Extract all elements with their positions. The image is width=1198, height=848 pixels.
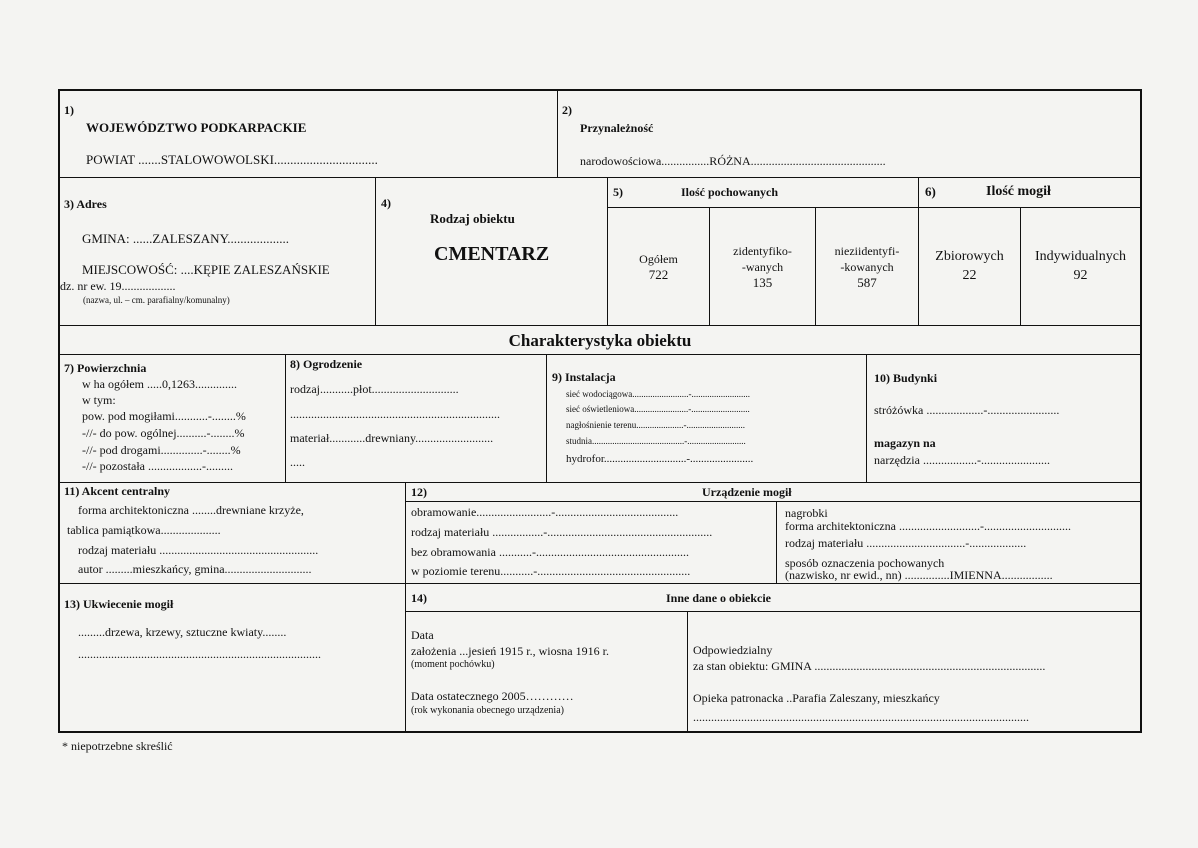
unidentified-label-2: -kowanych: [840, 260, 894, 274]
address-title: 3) Adres: [64, 197, 107, 211]
memorial-plaque: tablica pamiątkowa....................: [67, 523, 221, 537]
section-14-number: 14): [411, 591, 427, 605]
divider: [607, 177, 608, 325]
flowers-title: 13) Ukwiecenie mogił: [64, 597, 174, 611]
unidentified-label-1: nieziidentyfi-: [834, 244, 900, 258]
locality: MIEJSCOWOŚĆ: ....KĘPIE ZALESZAŃSKIE: [82, 262, 330, 277]
lighting: sieć oświetleniowa........................-..........................: [566, 404, 750, 414]
footnote: * niepotrzebne skreślić: [62, 739, 173, 753]
area-graves: pow. pod mogiłami...........-........%: [82, 409, 246, 423]
identified-label-2: -wanych: [741, 260, 784, 274]
object-type-label: Rodzaj obiektu: [430, 211, 515, 226]
tool-shed-label: magazyn na: [874, 436, 936, 450]
tombstones: nagrobki: [785, 506, 828, 520]
accent-material: rodzaj materiału .....................................................: [78, 543, 319, 557]
identified-value: 135: [752, 275, 773, 290]
address-hint: (nazwa, ul. – cm. parafialny/komunalny): [83, 295, 230, 305]
marking-method: sposób oznaczenia pochowanych: [785, 556, 945, 570]
divider: [557, 89, 558, 177]
divider: [607, 207, 1142, 208]
divider: [546, 354, 547, 482]
divider: [58, 583, 1142, 584]
architectural-form: forma architektoniczna ........drewniane krzyże,: [78, 503, 304, 517]
section-5-number: 5): [613, 185, 623, 199]
collective-graves-value: 22: [962, 268, 977, 283]
tool-shed: narzędzia ..................-.......................: [874, 453, 1050, 467]
fence-title: 8) Ogrodzenie: [290, 357, 363, 371]
border-material: rodzaj materiału .................-.......................................................: [411, 525, 713, 539]
marking-value: (nazwisko, nr ewid., nn) ...............IMIENNA.................: [785, 568, 1053, 582]
central-accent-title: 11) Akcent centralny: [64, 484, 170, 498]
county: POWIAT .......STALOWOWOLSKI................................: [86, 152, 378, 167]
collective-graves-label: Zbiorowych: [935, 249, 1004, 264]
section-6-number: 6): [925, 184, 936, 199]
well: studnia.........................................-..........................: [566, 436, 746, 446]
divider: [866, 354, 867, 482]
voivodeship: WOJEWÓDZTWO PODKARPACKIE: [86, 120, 307, 135]
other-data-title: Inne dane o obiekcie: [666, 591, 772, 605]
individual-graves-label: Indywidualnych: [1035, 249, 1126, 264]
fence-material: materiał............drewniany..........................: [290, 431, 494, 445]
object-type-value: CMENTARZ: [434, 243, 550, 265]
final-date: Data ostatecznego 2005…………: [411, 689, 574, 703]
ground-level: w poziomie terenu...........-...................................................: [411, 564, 691, 578]
parcel-number: dz. nr ew. 19..................: [60, 279, 176, 293]
buried-total-value: 722: [648, 267, 669, 282]
unidentified-value: 587: [857, 275, 877, 290]
fence-type: rodzaj...........płot.............................: [290, 382, 459, 396]
section-2-number: 2): [562, 103, 572, 117]
nationality: narodowościowa................RÓŻNA.............................................: [580, 154, 886, 168]
divider: [58, 354, 1142, 355]
divider: [58, 482, 1142, 483]
section-12-number: 12): [411, 485, 427, 499]
buildings-title: 10) Budynki: [874, 371, 938, 385]
responsible-label: Odpowiedzialny: [693, 643, 773, 657]
date-label: Data: [411, 628, 434, 642]
divider: [375, 177, 376, 325]
divider: [405, 482, 406, 733]
divider: [776, 501, 777, 583]
sound-system: nagłośnienie terenu.....................-..........................: [566, 420, 745, 430]
flowers-value: .........drzewa, krzewy, sztuczne kwiaty........: [78, 625, 287, 639]
founding-hint: (moment pochówku): [411, 659, 495, 670]
divider: [58, 325, 1142, 326]
buried-total-label: Ogółem: [639, 252, 678, 266]
individual-graves-value: 92: [1073, 268, 1088, 283]
graves-count-title: Ilość mogił: [986, 184, 1051, 199]
divider: [285, 354, 286, 482]
area-title: 7) Powierzchnia: [64, 361, 147, 375]
area-other: -//- pozostała ..................-.........: [82, 459, 233, 473]
founding-date: założenia ...jesień 1915 r., wiosna 1916 r.: [411, 644, 609, 658]
water-supply: sieć wodociągowa.........................-..........................: [566, 389, 750, 399]
divider: [405, 501, 1142, 502]
patronage-line: ................................................................................................................: [693, 710, 1029, 724]
characteristics-title: Charakterystyka obiektu: [508, 331, 692, 350]
flowers-line: .................................................................................: [78, 647, 321, 661]
divider: [405, 611, 1142, 612]
buried-count-title: Ilość pochowanych: [681, 185, 779, 199]
tombstone-form: forma architektoniczna ...........................-.............................: [785, 519, 1071, 533]
fence-extra: .....: [290, 455, 305, 469]
section-1-number: 1): [64, 103, 74, 117]
responsible-value: za stan obiektu: GMINA .............................................................................: [693, 659, 1046, 673]
divider: [687, 611, 688, 733]
identified-label-1: zidentyfiko-: [733, 244, 792, 258]
area-total: w ha ogółem .....0,1263..............: [82, 377, 237, 391]
fence-line: ......................................................................: [290, 407, 500, 421]
divider: [1020, 207, 1021, 325]
area-roads: -//- pod drogami..............-........%: [82, 443, 241, 457]
final-date-hint: (rok wykonania obecnego urządzenia): [411, 705, 564, 716]
no-border: bez obramowania ...........-...................................................: [411, 545, 689, 559]
installation-title: 9) Instalacja: [552, 370, 616, 384]
grave-arrangement-title: Urządzenie mogił: [702, 485, 792, 499]
area-graves-share: -//- do pow. ogólnej..........-........%: [82, 426, 245, 440]
accent-author: autor .........mieszkańcy, gmina.............................: [78, 562, 312, 576]
guardhouse: stróżówka ...................-........................: [874, 403, 1060, 417]
affiliation-label: Przynależność: [580, 121, 654, 135]
area-including: w tym:: [82, 393, 116, 407]
hydrophore: hydrofor..............................-.......................: [566, 453, 754, 465]
patronage: Opieka patronacka ..Parafia Zaleszany, mieszkańcy: [693, 691, 940, 705]
commune: GMINA: ......ZALESZANY...................: [82, 231, 290, 246]
grave-border: obramowanie.........................-.........................................: [411, 505, 679, 519]
tombstone-material: rodzaj materiału .................................-...................: [785, 536, 1027, 550]
divider: [58, 177, 1142, 178]
section-4-number: 4): [381, 196, 391, 210]
